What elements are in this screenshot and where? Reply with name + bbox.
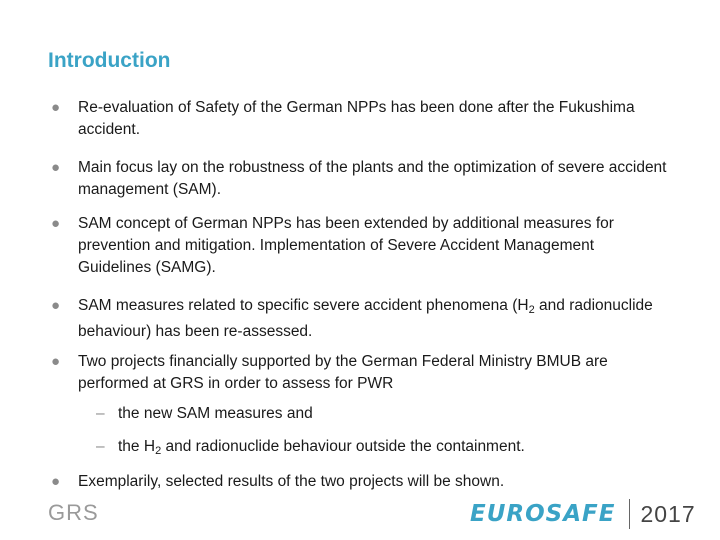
- bullet-text: Two projects financially supported by the German Federal Ministry BMUB are performed at GRS in order to assess for PWR: [78, 353, 608, 392]
- bullet-text: [78, 295, 668, 343]
- bullet-icon: ●: [51, 297, 61, 314]
- dash-icon: –: [96, 405, 105, 422]
- subscript: 2: [528, 304, 535, 316]
- sub-bullet-text-part: and radionuclide behaviour outside the containment.: [161, 438, 525, 455]
- bullet-text: Main focus lay on the robustness of the plants and the optimization of severe accident management (SAM).: [78, 159, 667, 198]
- sub-bullet-text: the new SAM measures and: [118, 405, 313, 422]
- bullet-icon: ●: [51, 99, 61, 116]
- brand-wordmark: EUROSAFE: [470, 501, 616, 527]
- subscript: 2: [155, 445, 162, 457]
- bullet-text-part: SAM measures related to specific severe accident phenomena (H: [78, 297, 529, 314]
- eurosafe-logo: [470, 500, 696, 528]
- brand-year: 2017: [640, 500, 696, 527]
- grs-logo: GRS: [48, 500, 99, 525]
- slide-title: Introduction: [48, 49, 171, 72]
- dash-icon: –: [96, 438, 105, 455]
- bullet-text: Re-evaluation of Safety of the German NPPs has been done after the Fukushima accident.: [78, 99, 635, 138]
- bullet-icon: ●: [51, 215, 61, 232]
- bullet-text: Exemplarily, selected results of the two projects will be shown.: [78, 473, 505, 490]
- sub-bullet-text: [118, 436, 525, 462]
- bullet-icon: ●: [51, 473, 61, 490]
- bullet-text: SAM concept of German NPPs has been extended by additional measures for prevention and mitigation. Implementation of Severe Accident Management Guidelines (SAMG).: [78, 215, 614, 276]
- sub-bullet-text-part: the H: [118, 438, 156, 455]
- bullet-text-part: and radionuclide behaviour) has been re-assessed.: [78, 297, 653, 340]
- logo-divider: [629, 499, 630, 529]
- bullet-icon: ●: [51, 353, 61, 370]
- bullet-icon: ●: [51, 159, 61, 176]
